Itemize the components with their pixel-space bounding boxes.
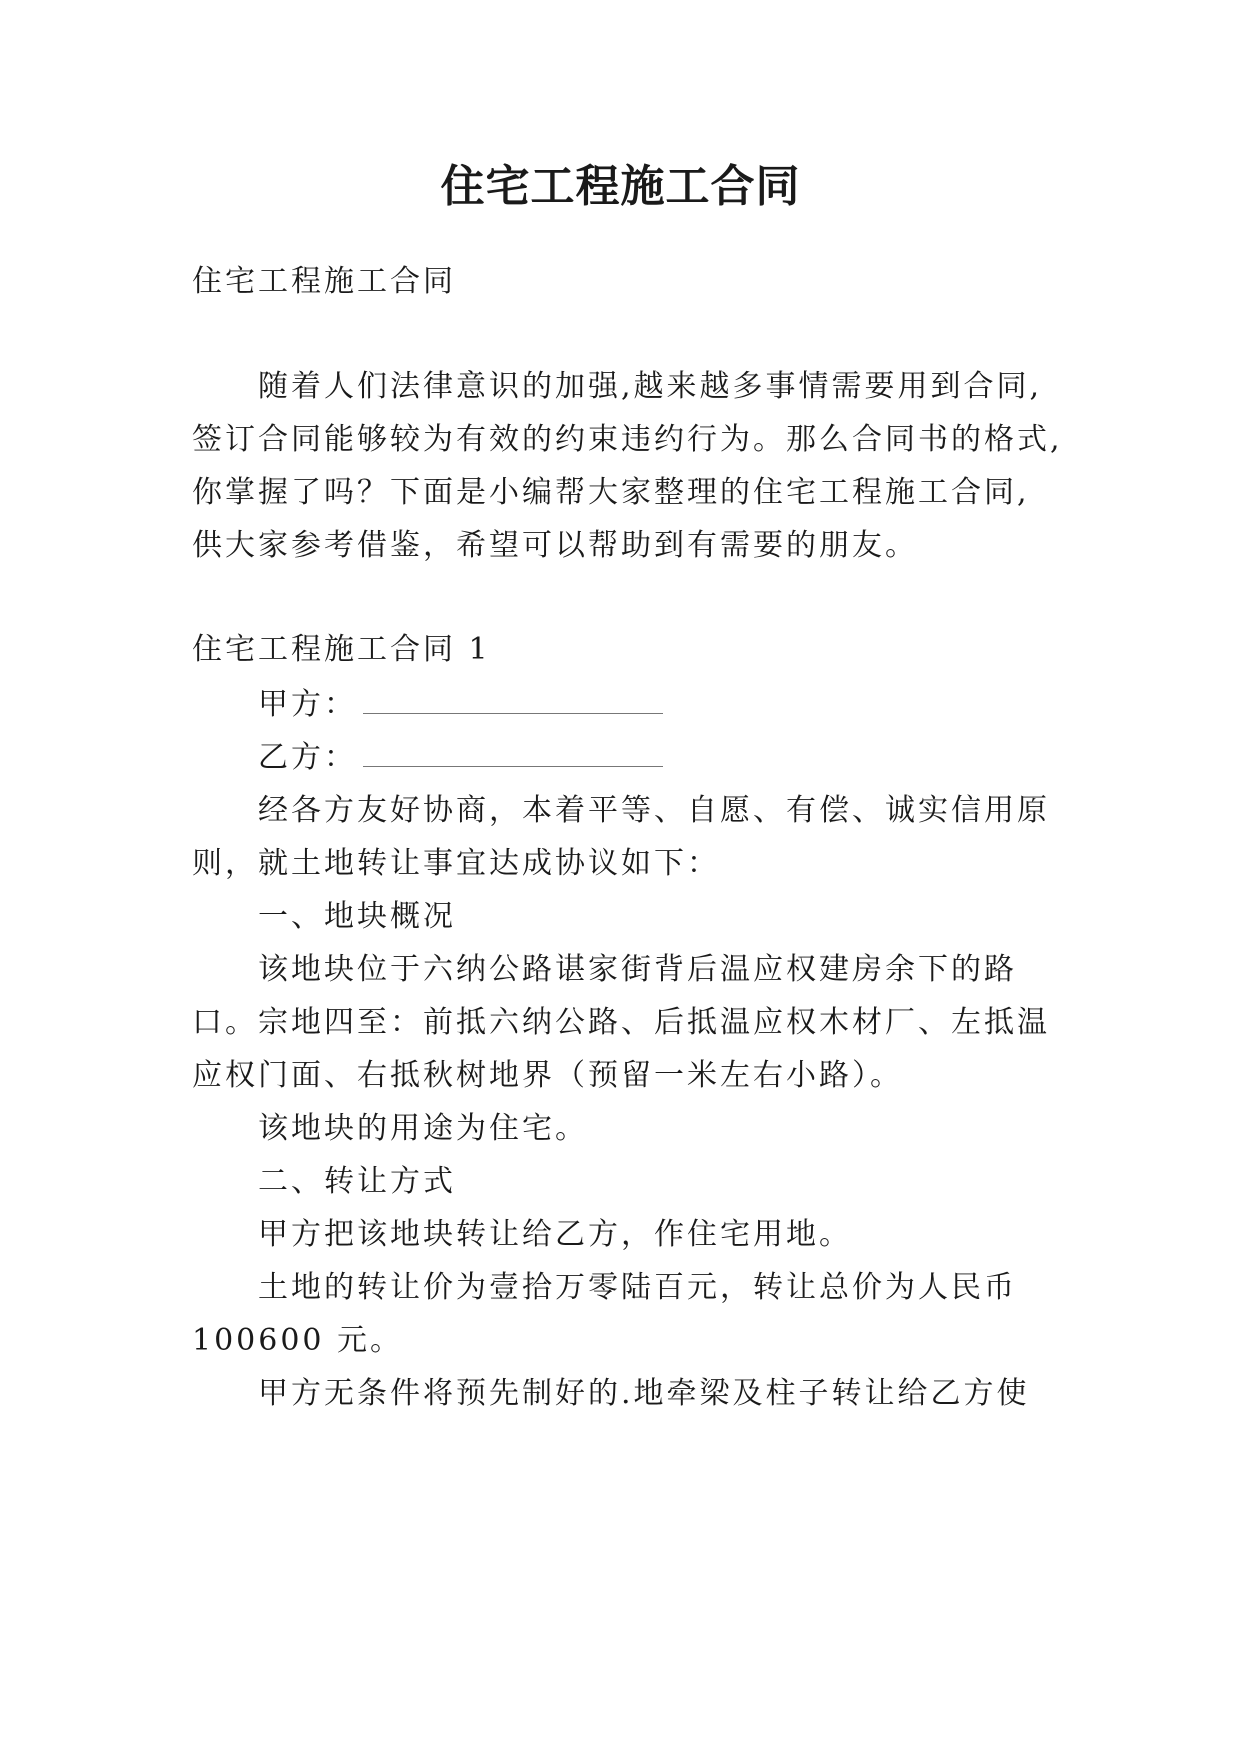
body-line-3: 该地块位于六纳公路谌家街背后温应权建房余下的路 bbox=[258, 952, 1017, 987]
intro-line-1: 随着人们法律意识的加强,越来越多事情需要用到合同, bbox=[258, 369, 1043, 404]
document-title: 住宅工程施工合同 bbox=[440, 161, 801, 212]
body-line-10: 甲方无条件将预先制好的.地牵梁及柱子转让给乙方使 bbox=[258, 1376, 1030, 1411]
body-line-1: 经各方友好协商，本着平等、自愿、有偿、诚实信用原 bbox=[258, 793, 1050, 828]
party-b-label: 乙方： bbox=[258, 740, 357, 775]
body-line-7: 甲方把该地块转让给乙方，作住宅用地。 bbox=[258, 1217, 852, 1252]
section-heading-2: 二、转让方式 bbox=[258, 1164, 456, 1199]
contract1-heading: 住宅工程施工合同 1 bbox=[192, 632, 491, 667]
body-line-4: 口。宗地四至：前抵六纳公路、后抵温应权木材厂、左抵温 bbox=[192, 1005, 1050, 1040]
intro-line-3: 你掌握了吗？下面是小编帮大家整理的住宅工程施工合同, bbox=[192, 475, 1030, 510]
party-b-blank bbox=[363, 742, 663, 767]
body-line-2: 则，就土地转让事宜达成协议如下： bbox=[192, 846, 720, 881]
party-a-blank bbox=[363, 689, 663, 714]
party-b-line bbox=[258, 738, 663, 778]
body-line-5: 应权门面、右抵秋树地界（预留一米左右小路）。 bbox=[192, 1058, 903, 1093]
party-a-line bbox=[258, 685, 663, 725]
body-line-6: 该地块的用途为住宅。 bbox=[258, 1111, 588, 1146]
party-a-label: 甲方： bbox=[258, 687, 357, 722]
section-heading-1: 一、地块概况 bbox=[258, 899, 456, 934]
body-line-9: 100600 元。 bbox=[192, 1323, 404, 1358]
intro-line-2: 签订合同能够较为有效的约束违约行为。那么合同书的格式, bbox=[192, 422, 1063, 457]
intro-line-4: 供大家参考借鉴，希望可以帮助到有需要的朋友。 bbox=[192, 528, 918, 563]
body-line-8: 土地的转让价为壹拾万零陆百元，转让总价为人民币 bbox=[258, 1270, 1017, 1305]
document-subtitle: 住宅工程施工合同 bbox=[192, 264, 456, 299]
